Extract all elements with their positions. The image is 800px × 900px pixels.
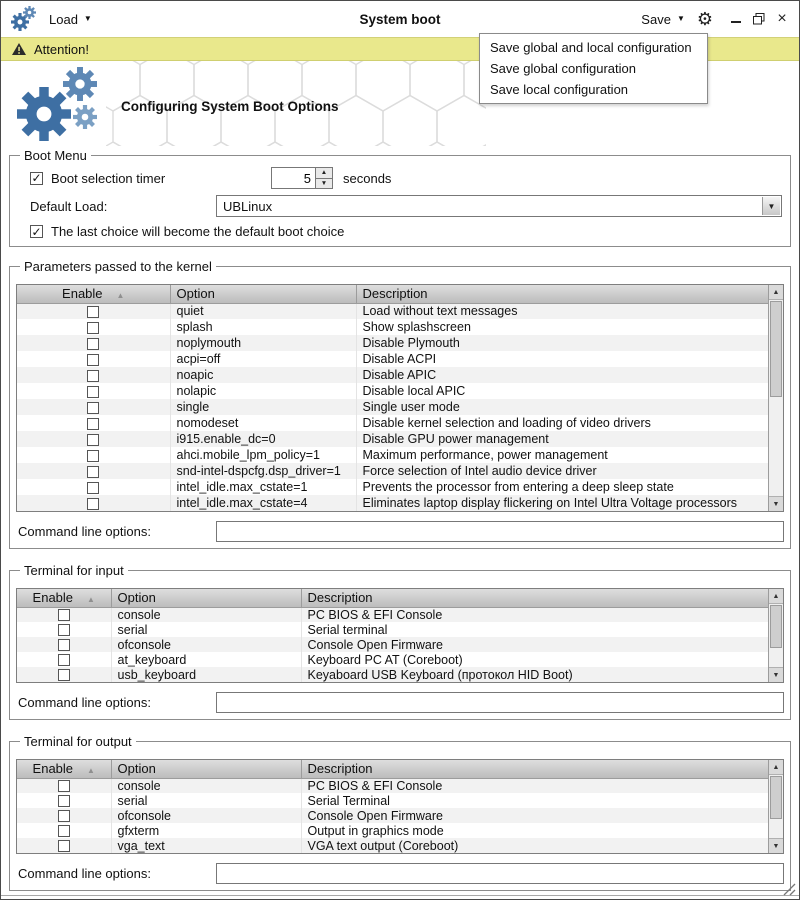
option-cell: ofconsole xyxy=(111,637,301,652)
description-cell: Output in graphics mode xyxy=(307,823,444,838)
command-line-label: Command line options: xyxy=(18,694,151,710)
description-cell: Disable APIC xyxy=(356,367,768,383)
settings-gear-icon[interactable]: ⚙ xyxy=(696,9,713,29)
scroll-down-button[interactable]: ▼ xyxy=(769,496,783,511)
terminal-output-command-line-input[interactable] xyxy=(216,863,784,884)
option-cell: at_keyboard xyxy=(111,652,301,667)
kernel-params-section xyxy=(9,259,791,549)
enable-checkbox[interactable] xyxy=(87,466,99,478)
description-cell: Keyboard PC AT (Coreboot) xyxy=(307,652,463,667)
sort-ascending-icon: ▲ xyxy=(116,291,125,301)
table-row xyxy=(17,838,768,853)
description-cell: Force selection of Intel audio device driver xyxy=(356,463,768,479)
enable-checkbox[interactable] xyxy=(58,810,70,822)
save-label: Save xyxy=(641,11,671,27)
option-cell: ofconsole xyxy=(111,808,301,823)
option-cell: usb_keyboard xyxy=(111,667,301,682)
table-row xyxy=(17,637,768,652)
description-cell: Console Open Firmware xyxy=(301,808,768,823)
table-row xyxy=(17,808,768,823)
description-cell: Disable Plymouth xyxy=(356,335,768,351)
option-cell: splash xyxy=(170,319,356,335)
spinner-up-button[interactable]: ▲ xyxy=(316,168,332,178)
window-title: System boot xyxy=(359,11,441,27)
description-cell: Disable ACPI xyxy=(362,352,437,366)
boot-timer-label: Boot selection timer xyxy=(51,170,166,186)
option-cell: gfxterm xyxy=(111,823,301,838)
enable-checkbox[interactable] xyxy=(58,624,70,636)
option-cell: snd-intel-dspcfg.dsp_driver=1 xyxy=(170,463,356,479)
option-cell: intel_idle.max_cstate=4 xyxy=(170,495,356,511)
terminal-input-legend: Terminal for input xyxy=(24,563,124,578)
scroll-up-button[interactable]: ▲ xyxy=(769,589,783,604)
option-cell: serial xyxy=(111,622,301,637)
option-cell: nomodeset xyxy=(170,415,356,431)
description-cell: PC BIOS & EFI Console xyxy=(301,778,768,793)
column-header-enable[interactable]: Enable ▲ xyxy=(17,760,111,778)
scrollbar-thumb[interactable] xyxy=(770,605,782,648)
status-bar xyxy=(1,895,799,899)
table-row xyxy=(17,351,768,367)
kernel-command-line-input[interactable] xyxy=(216,521,784,542)
app-logo-gears-icon xyxy=(17,65,107,143)
boot-timer-checkbox[interactable] xyxy=(30,172,43,185)
save-menu-button[interactable] xyxy=(641,12,685,27)
description-cell: Disable kernel selection and loading of video drivers xyxy=(362,416,651,430)
description-cell: Prevents the processor from entering a deep sleep state xyxy=(362,480,674,494)
sort-ascending-icon: ▲ xyxy=(87,595,95,605)
option-cell: noapic xyxy=(170,367,356,383)
vertical-scrollbar[interactable] xyxy=(768,760,783,853)
vertical-scrollbar[interactable] xyxy=(768,285,783,511)
default-load-label: Default Load: xyxy=(30,198,108,214)
scroll-up-button[interactable]: ▲ xyxy=(769,285,783,300)
load-menu-button[interactable] xyxy=(49,12,92,27)
app-gears-icon xyxy=(11,6,37,32)
description-cell: Load without text messages xyxy=(356,303,768,319)
enable-checkbox[interactable] xyxy=(58,669,70,681)
description-cell: Console Open Firmware xyxy=(301,637,768,652)
enable-checkbox[interactable] xyxy=(87,322,99,334)
restore-icon xyxy=(753,13,765,25)
terminal-input-command-line-input[interactable] xyxy=(216,692,784,713)
scroll-down-button[interactable]: ▼ xyxy=(769,667,783,682)
scroll-down-button[interactable]: ▼ xyxy=(769,838,783,853)
table-row xyxy=(17,367,768,383)
option-cell: i915.enable_dc=0 xyxy=(170,431,356,447)
option-cell: vga_text xyxy=(111,838,301,853)
table-row xyxy=(17,399,768,415)
enable-checkbox[interactable] xyxy=(87,386,99,398)
table-row xyxy=(17,778,768,793)
table-row xyxy=(17,823,768,838)
warning-text: Attention! xyxy=(34,41,89,57)
description-cell: PC BIOS & EFI Console xyxy=(301,607,768,622)
enable-checkbox[interactable] xyxy=(58,840,70,852)
enable-checkbox[interactable] xyxy=(58,795,70,807)
terminal-input-table xyxy=(16,588,784,683)
timer-spinner xyxy=(271,167,333,189)
table-row xyxy=(17,652,768,667)
scrollbar-thumb[interactable] xyxy=(770,776,782,819)
enable-checkbox[interactable] xyxy=(87,306,99,318)
chevron-down-icon: ▼ xyxy=(767,201,776,211)
sort-ascending-icon: ▲ xyxy=(87,766,95,776)
table-row xyxy=(17,415,768,431)
enable-checkbox[interactable] xyxy=(87,402,99,414)
scroll-up-button[interactable]: ▲ xyxy=(769,760,783,775)
column-header-description[interactable]: Description xyxy=(356,285,768,303)
timer-value-input[interactable] xyxy=(272,168,315,188)
kernel-params-legend: Parameters passed to the kernel xyxy=(24,259,212,274)
kernel-params-table xyxy=(16,284,784,512)
table-row xyxy=(17,463,768,479)
option-cell: single xyxy=(170,399,356,415)
enable-checkbox[interactable] xyxy=(87,498,99,510)
terminal-output-table xyxy=(16,759,784,854)
enable-checkbox[interactable] xyxy=(87,338,99,350)
terminal-output-section xyxy=(9,734,791,891)
description-cell: VGA text output (Coreboot) xyxy=(301,838,768,853)
column-header-description[interactable]: Description xyxy=(301,589,768,607)
command-line-label: Command line options: xyxy=(18,865,151,881)
minimize-button[interactable] xyxy=(729,12,743,26)
description-cell: Eliminates laptop display flickering on Intel Ultra Voltage processors xyxy=(356,495,768,511)
column-header-enable[interactable]: Enable ▲ xyxy=(17,285,170,303)
last-choice-checkbox[interactable] xyxy=(30,225,43,238)
option-cell: intel_idle.max_cstate=1 xyxy=(170,479,356,495)
chevron-down-icon: ▼ xyxy=(676,14,685,23)
column-header-option[interactable]: Option xyxy=(111,589,301,607)
enable-checkbox[interactable] xyxy=(87,354,99,366)
resize-grip[interactable] xyxy=(782,882,796,896)
boot-menu-section xyxy=(9,148,791,247)
scrollbar-track[interactable] xyxy=(769,300,783,496)
table-row xyxy=(17,622,768,637)
table-row xyxy=(17,319,768,335)
timer-unit-label: seconds xyxy=(343,170,392,186)
command-line-label: Command line options: xyxy=(18,523,151,539)
option-cell: noplymouth xyxy=(170,335,356,351)
default-load-value: UBLinux xyxy=(223,198,273,214)
scrollbar-thumb[interactable] xyxy=(770,301,782,397)
load-label: Load xyxy=(49,11,78,27)
scrollbar-track[interactable] xyxy=(769,775,783,838)
enable-checkbox[interactable] xyxy=(87,482,99,494)
enable-checkbox[interactable] xyxy=(58,825,70,837)
table-row xyxy=(17,479,768,495)
option-cell: quiet xyxy=(170,303,356,319)
vertical-scrollbar[interactable] xyxy=(768,589,783,682)
page-title: Configuring System Boot Options xyxy=(121,99,339,114)
option-cell: console xyxy=(111,607,301,622)
table-row xyxy=(17,607,768,622)
table-row xyxy=(17,667,768,682)
boot-menu-legend: Boot Menu xyxy=(24,148,87,163)
scrollbar-track[interactable] xyxy=(769,604,783,667)
description-cell: Disable local APIC xyxy=(362,384,466,398)
enable-checkbox[interactable] xyxy=(87,450,99,462)
last-choice-label: The last choice will become the default boot choice xyxy=(51,224,345,239)
table-row xyxy=(17,447,768,463)
column-header-description[interactable]: Description xyxy=(301,760,768,778)
option-cell: ahci.mobile_lpm_policy=1 xyxy=(170,447,356,463)
save-dropdown-menu xyxy=(479,33,708,104)
chevron-down-icon: ▼ xyxy=(83,14,92,23)
table-row xyxy=(17,793,768,808)
spinner-down-button[interactable]: ▼ xyxy=(316,178,332,189)
table-row xyxy=(17,335,768,351)
close-icon: × xyxy=(777,10,787,27)
menu-item-save-global-and-local[interactable]: Save global and local configuration xyxy=(490,40,692,55)
description-cell: Show splashscreen xyxy=(362,320,471,334)
column-header-option[interactable]: Option xyxy=(170,285,356,303)
table-row xyxy=(17,495,768,511)
description-cell: Disable GPU power management xyxy=(356,431,768,447)
enable-checkbox[interactable] xyxy=(87,434,99,446)
menu-item-save-global[interactable]: Save global configuration xyxy=(490,61,636,76)
table-row xyxy=(17,303,768,319)
description-cell: Single user mode xyxy=(356,399,768,415)
terminal-input-section xyxy=(9,563,791,720)
enable-checkbox[interactable] xyxy=(87,370,99,382)
default-load-combobox[interactable] xyxy=(216,195,782,217)
table-row xyxy=(17,431,768,447)
warning-icon xyxy=(11,42,27,56)
option-cell: serial xyxy=(111,793,301,808)
description-cell: Keyaboard USB Keyboard (протокол HID Boot) xyxy=(301,667,768,682)
title-bar xyxy=(1,1,799,37)
table-row xyxy=(17,383,768,399)
description-cell: Serial terminal xyxy=(307,622,388,637)
close-button[interactable] xyxy=(775,12,789,26)
option-cell: console xyxy=(111,778,301,793)
option-cell: acpi=off xyxy=(170,351,356,367)
option-cell: nolapic xyxy=(170,383,356,399)
description-cell: Maximum performance, power management xyxy=(362,448,608,462)
terminal-output-legend: Terminal for output xyxy=(24,734,132,749)
enable-checkbox[interactable] xyxy=(58,609,70,621)
enable-checkbox[interactable] xyxy=(58,654,70,666)
combobox-dropdown-button[interactable] xyxy=(762,197,780,215)
maximize-button[interactable] xyxy=(752,12,766,26)
column-header-option[interactable]: Option xyxy=(111,760,301,778)
enable-checkbox[interactable] xyxy=(87,418,99,430)
enable-checkbox[interactable] xyxy=(58,780,70,792)
minimize-icon xyxy=(731,21,741,23)
column-header-enable[interactable]: Enable ▲ xyxy=(17,589,111,607)
description-cell: Serial Terminal xyxy=(307,793,390,808)
menu-item-save-local[interactable]: Save local configuration xyxy=(490,82,629,97)
enable-checkbox[interactable] xyxy=(58,639,70,651)
